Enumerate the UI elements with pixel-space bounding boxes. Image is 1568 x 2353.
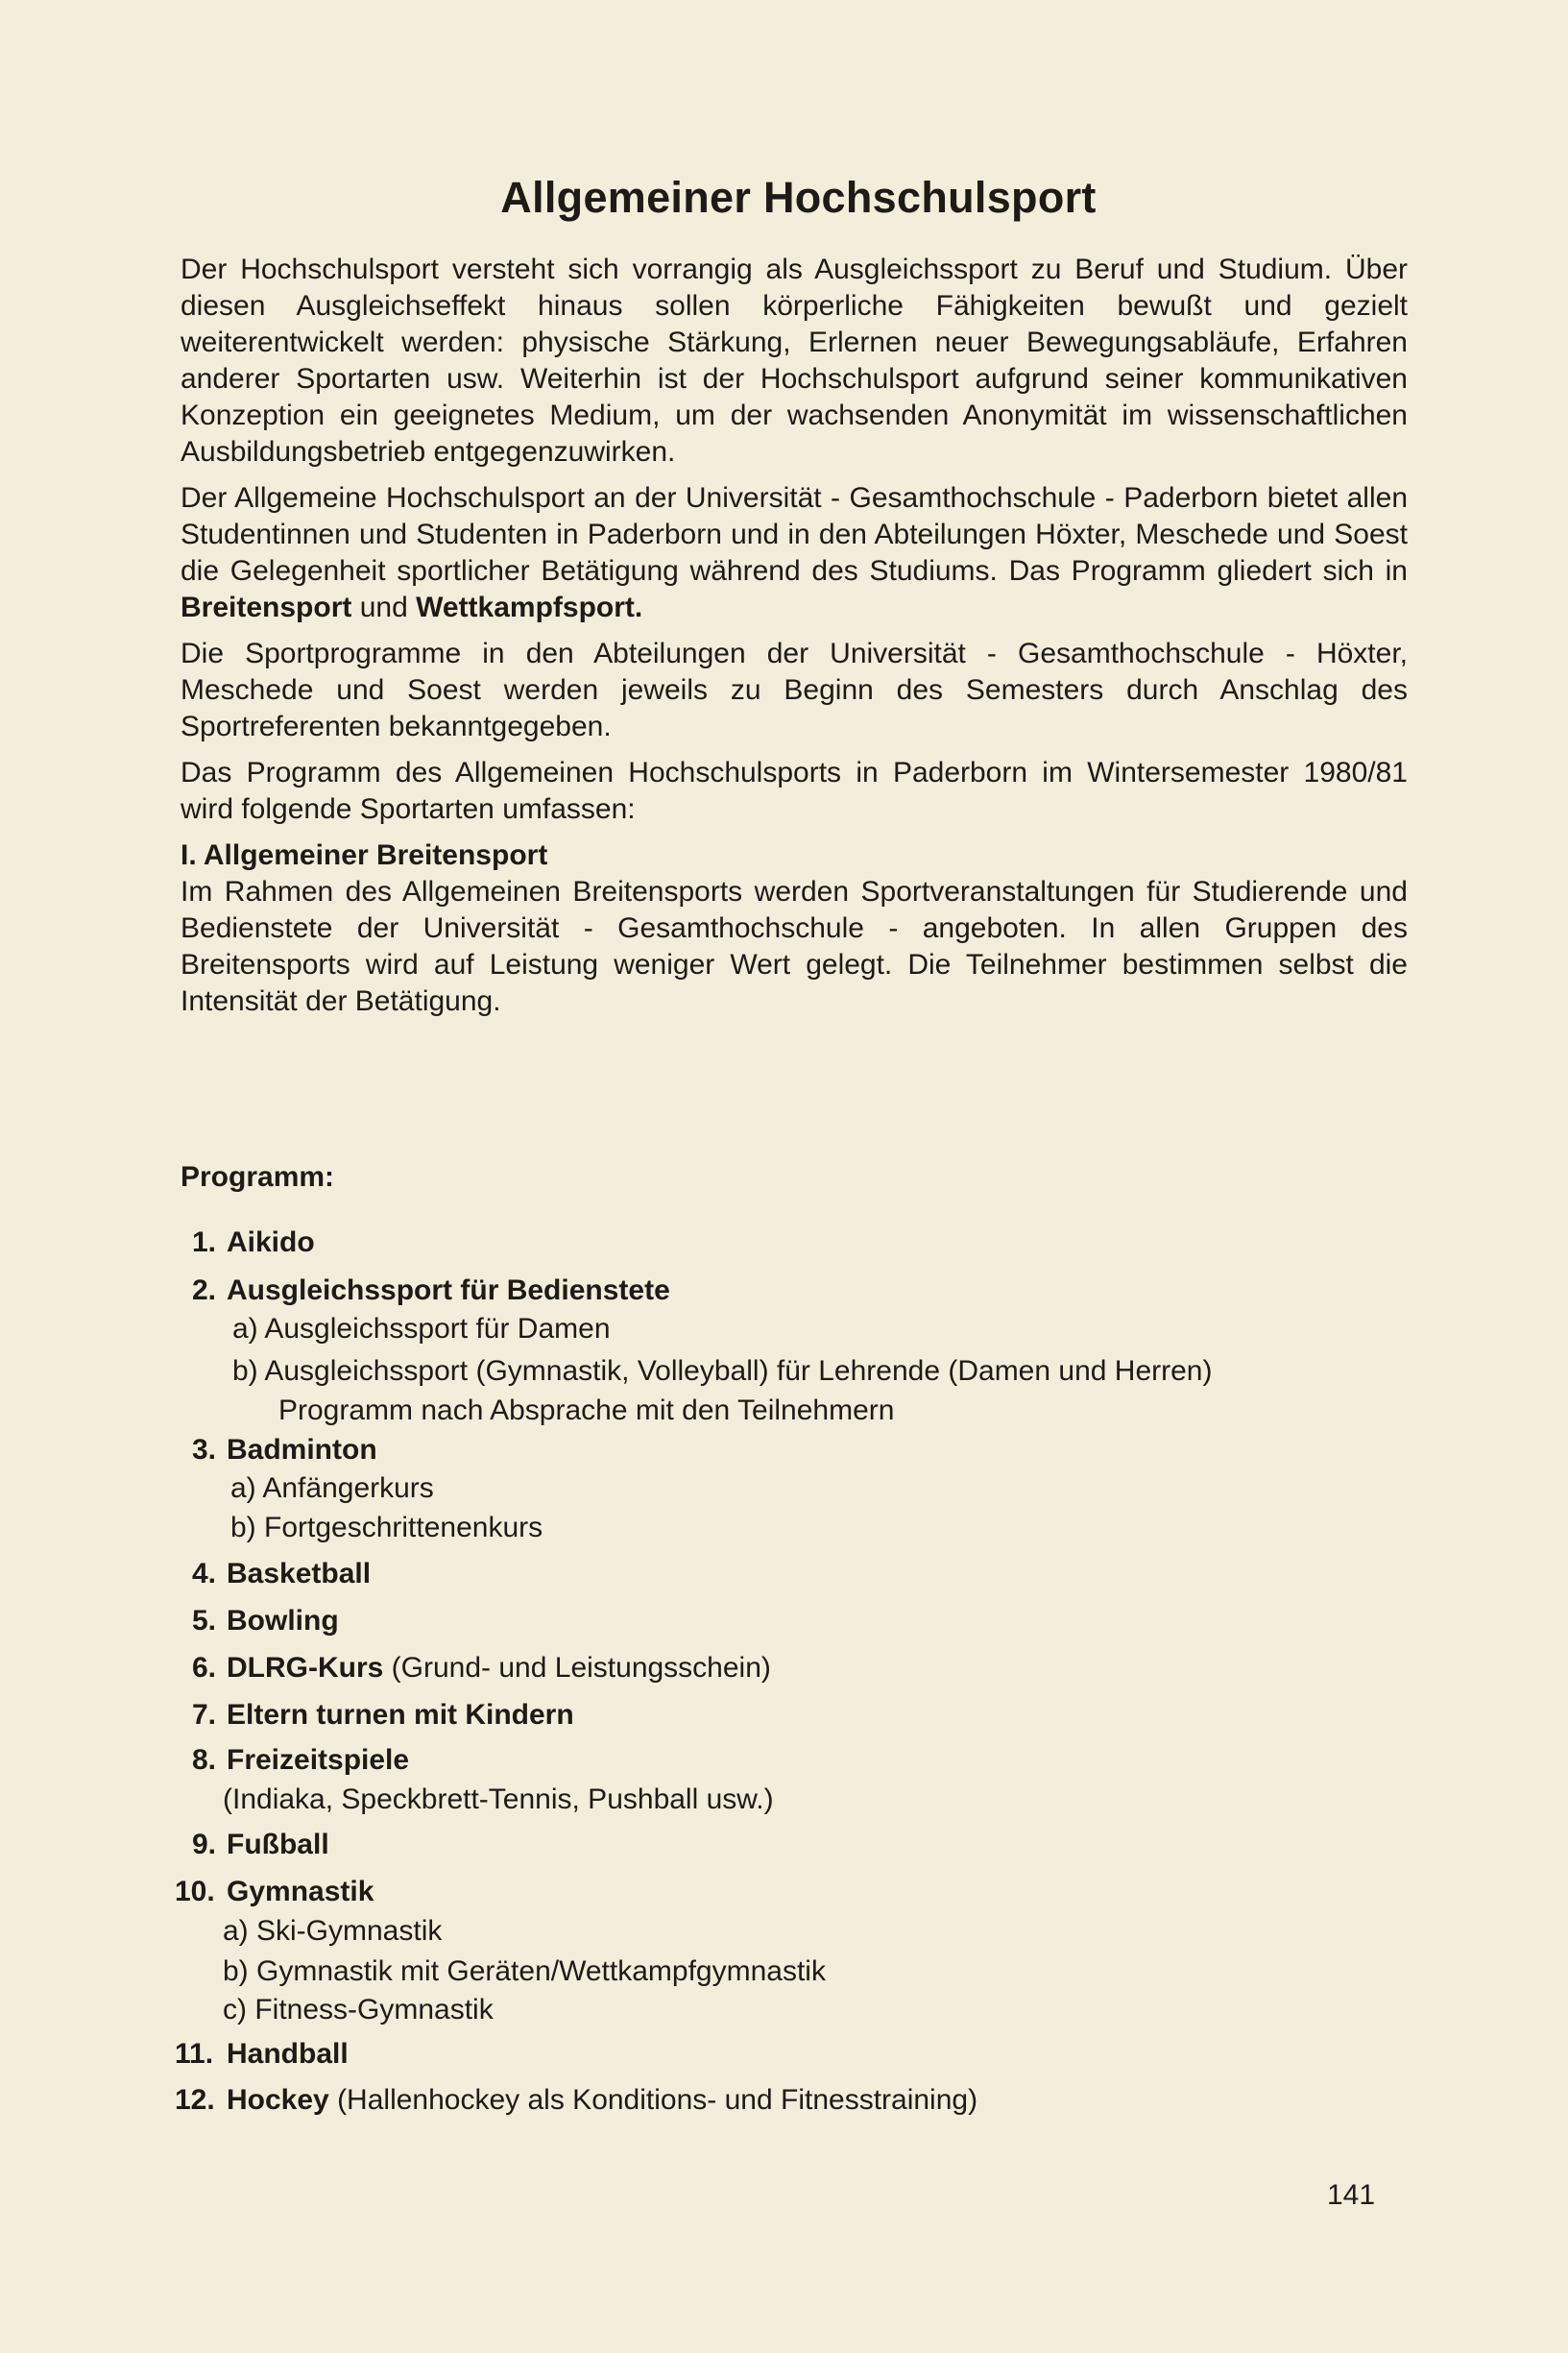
program-item-number: 4. [192, 1558, 217, 1589]
program-item-number: 11. [175, 2038, 214, 2070]
paragraph-4: Das Programm des Allgemeinen Hochschulsports in Paderborn im Wintersemester 1980/81 wird folgende Sportarten umfassen: [181, 757, 1408, 825]
program-item [192, 1651, 771, 1686]
program-heading: Programm: [181, 1161, 335, 1193]
paragraph-2-connector: und [351, 592, 417, 623]
program-item-number: 1. [192, 1226, 217, 1258]
program-item [192, 1274, 670, 1308]
program-item-number: 2. [192, 1274, 217, 1306]
program-item [192, 1698, 574, 1733]
program-item [175, 2083, 977, 2118]
paragraph-2 [181, 480, 1408, 626]
program-item [175, 2037, 349, 2072]
wettkampfsport-term: Wettkampfsport. [416, 592, 643, 623]
program-item-number: 10. [175, 1876, 215, 1907]
program-item-name: Badminton [227, 1434, 377, 1466]
program-item-number: 9. [192, 1829, 217, 1860]
program-item-name: Freizeitspiele [227, 1744, 410, 1776]
program-item-number: 3. [192, 1434, 217, 1466]
program-item-name: Hockey [227, 2084, 329, 2116]
section-text: Im Rahmen des Allgemeinen Breitensports werden Sportveranstaltungen für Studierende und Bedienstete der Universität - Gesamthochschule - angeboten. In allen Gruppen des Breitensports wird auf Leistung weniger Wert gelegt. Die Teilnehmer bestimmen selbst die Intensität der Betätigung. [181, 876, 1408, 1017]
program-item-name: Handball [227, 2038, 349, 2070]
program-item [192, 1433, 377, 1468]
program-item-number: 12. [175, 2084, 215, 2116]
program-subitem: Programm nach Absprache mit den Teilnehmern [278, 1395, 895, 1426]
intro-text [181, 252, 1408, 1030]
paragraph-1: Der Hochschulsport versteht sich vorrangig als Ausgleichssport zu Beruf und Studium. Über diesen Ausgleichseffekt hinaus sollen körperliche Fähigkeiten bewußt und gezielt weiterentwickelt werden: physische Stärkung, Erlernen neuer Bewegungsabläufe, Erfahren anderer Sportarten usw. Weiterhin ist der Hochschulsport aufgrund seiner kommunikativen Konzeption ein geeignetes Medium, um der wachsenden Anonymität im wissenschaftlichen Ausbildungsbetrieb entgegenzuwirken. [181, 254, 1408, 468]
program-subitem: (Indiaka, Speckbrett-Tennis, Pushball usw.) [223, 1783, 774, 1815]
program-subitem: a) Ski-Gymnastik [223, 1915, 443, 1947]
program-subitem: c) Fitness-Gymnastik [223, 1994, 494, 2026]
program-item-name: Fußball [227, 1829, 329, 1860]
program-item-note: (Grund- und Leistungsschein) [383, 1652, 771, 1684]
program-item-name: Bowling [227, 1605, 339, 1637]
program-subitem: b) Ausgleichssport (Gymnastik, Volleyball) für Lehrende (Damen und Herren) [232, 1355, 1213, 1387]
program-item [192, 1557, 371, 1591]
program-item-number: 7. [192, 1699, 217, 1731]
program-item-name: Basketball [227, 1558, 372, 1589]
program-subitem: a) Anfängerkurs [230, 1472, 434, 1504]
section-heading: I. Allgemeiner Breitensport [181, 839, 548, 871]
program-item-name: Gymnastik [227, 1876, 374, 1907]
breitensport-term: Breitensport [181, 592, 352, 623]
paragraph-3: Die Sportprogramme in den Abteilungen der Universität - Gesamthochschule - Höxter, Meschede und Soest werden jeweils zu Beginn des Semesters durch Anschlag des Sportreferenten bekanntgegeben. [181, 638, 1408, 742]
paragraph-2-text: Der Allgemeine Hochschulsport an der Universität - Gesamthochschule - Paderborn bietet allen Studentinnen und Studenten in Paderborn und in den Abteilungen Höxter, Meschede und Soest die Gelegenheit sportlicher Betätigung während des Studiums. Das Programm gliedert sich in [181, 482, 1408, 587]
page-number: 141 [1327, 2179, 1376, 2211]
program-item-name: Eltern turnen mit Kindern [227, 1699, 574, 1731]
program-item-number: 8. [192, 1744, 217, 1776]
program-item-note: (Hallenhockey als Konditions- und Fitnesstraining) [328, 2084, 978, 2116]
program-item [192, 1743, 409, 1778]
page-title: Allgemeiner Hochschulsport [500, 173, 1097, 222]
program-item-number: 6. [192, 1652, 217, 1684]
program-item [175, 1875, 374, 1909]
program-item-name: DLRG-Kurs [227, 1652, 384, 1684]
program-subitem: b) Fortgeschrittenenkurs [230, 1512, 543, 1543]
program-subitem: b) Gymnastik mit Geräten/Wettkampfgymnastik [223, 1955, 826, 1987]
program-item [192, 1225, 315, 1260]
program-item-name: Aikido [227, 1226, 315, 1258]
program-item [192, 1828, 329, 1862]
program-item [192, 1604, 339, 1638]
program-subitem: a) Ausgleichssport für Damen [232, 1313, 611, 1345]
program-item-number: 5. [192, 1605, 217, 1637]
program-item-name: Ausgleichssport für Bedienstete [227, 1274, 670, 1306]
